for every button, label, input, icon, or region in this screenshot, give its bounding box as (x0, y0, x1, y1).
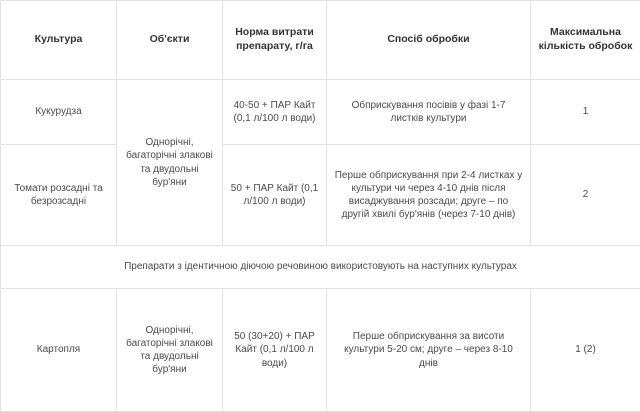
cell-culture: Картопля (1, 289, 117, 412)
table-row (1, 289, 640, 412)
cell-method: Перше обприскування при 2-4 листках у культури чи через 4-10 днів після висаджування розсади; друге – по другій хвилі бур'янів (через 7-10 днів) (327, 145, 531, 246)
cell-objects: Однорічні, багаторічні злакові та двудольні бур'яни (117, 80, 223, 246)
cell-max-treatments: 2 (531, 145, 640, 246)
cell-rate: 40-50 + ПАР Кайт (0,1 л/100 л води) (223, 80, 327, 145)
cell-max-treatments: 1 (531, 80, 640, 145)
cell-culture: Кукурудза (1, 80, 117, 145)
column-header-rate: Норма витрати препарату, г/га (223, 1, 327, 80)
table-body (1, 80, 640, 412)
table-header (1, 1, 640, 80)
note-text: Препарати з ідентичною діючою речовиною використовують на наступних культурах (1, 246, 640, 289)
table-header-row (1, 1, 640, 80)
cell-rate: 50 (30+20) + ПАР Кайт (0,1 л/100 л води) (223, 289, 327, 412)
column-header-method: Спосіб обробки (327, 1, 531, 80)
column-header-objects: Об'єкти (117, 1, 223, 80)
column-header-culture: Культура (1, 1, 117, 80)
column-header-max-treatments: Максимальна кількість обробок (531, 1, 640, 80)
cell-objects: Однорічні, багаторічні злакові та двудольні бур'яни (117, 289, 223, 412)
cell-rate: 50 + ПАР Кайт (0,1 л/100 л води) (223, 145, 327, 246)
cell-culture: Томати розсадні та безрозсадні (1, 145, 117, 246)
cell-method: Перше обприскування за висоти культури 5-20 см; друге – через 8-10 днів (327, 289, 531, 412)
table-row (1, 145, 640, 246)
cell-max-treatments: 1 (2) (531, 289, 640, 412)
cell-method: Обприскування посівів у фазі 1-7 листків культури (327, 80, 531, 145)
table-row (1, 80, 640, 145)
table-note-row (1, 246, 640, 289)
